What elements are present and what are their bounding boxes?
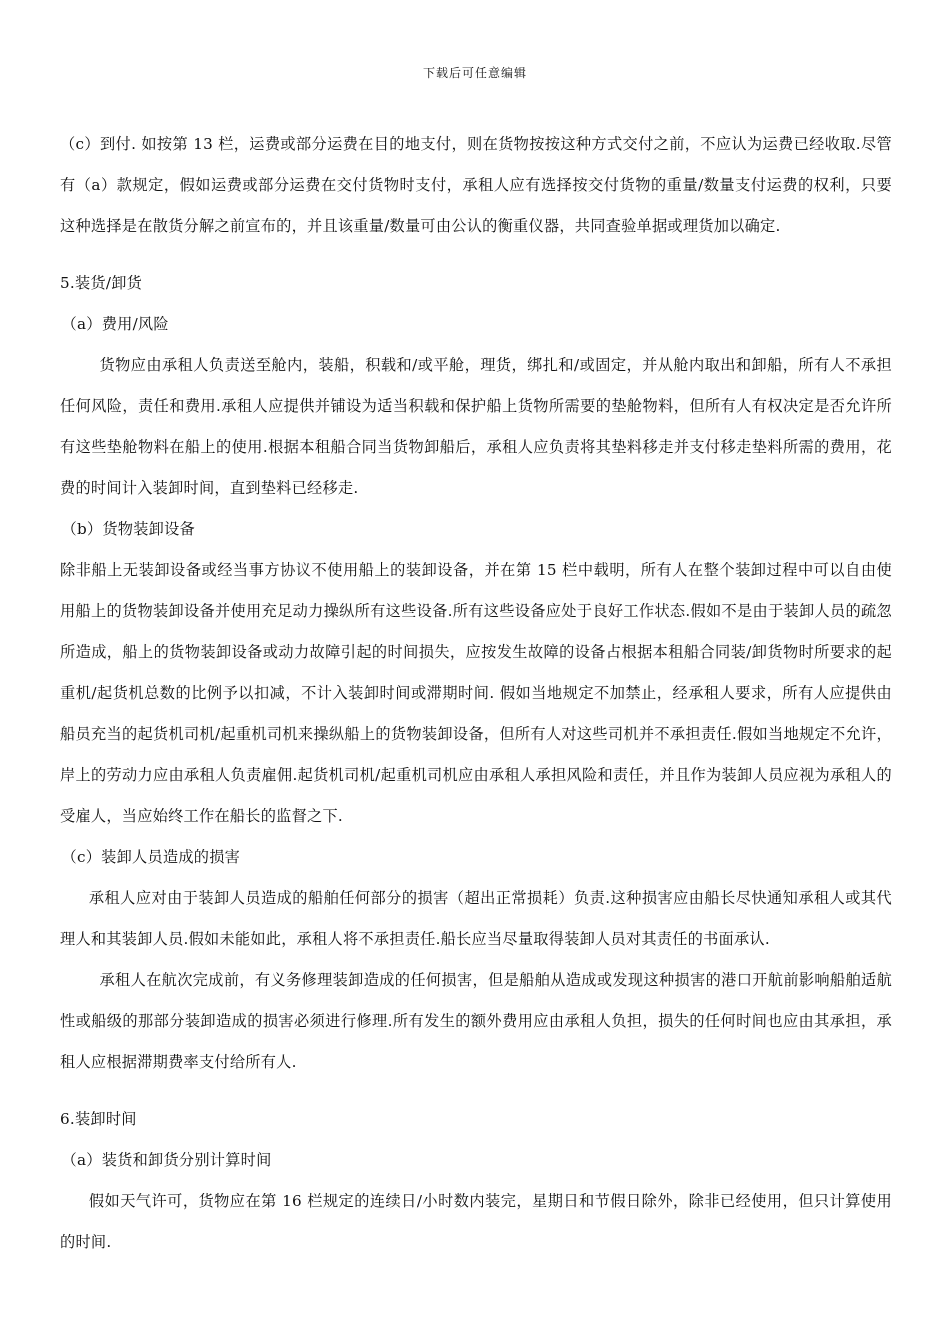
subsection-6a-heading: （a）装货和卸货分别计算时间 [61,1151,272,1169]
page-header-note: 下载后可任意编辑 [422,66,527,80]
document-body [60,124,892,1263]
subsection-6a-text: 假如天气许可，货物应在第 16 栏规定的连续日/小时数内装完，星期日和节假日除外，除非已经使用，但只计算使用的时间. [60,1192,892,1251]
subsection-5b-text: 除非船上无装卸设备或经当事方协议不使用船上的装卸设备，并在第 15 栏中载明，所有人在整个装卸过程中可以自由使用船上的货物装卸设备并使用充足动力操纵所有这些设备.所有这些设备应处于良好工作状态.假如不是由于装卸人员的疏忽所造成，船上的货物装卸设备或动力故障引起的时间损失，应按发生故障的设备占根据本租船合同装/卸货物时所要求的起重机/起货机总数的比例予以扣减，不计入装卸时间或滞期时间. 假如当地规定不加禁止，经承租人要求，所有人应提供由船员充当的起货机司机/起重机司机来操纵船上的货物装卸设备，但所有人对这些司机并不承担责任.假如当地规定不允许，岸上的劳动力应由承租人负责雇佣.起货机司机/起重机司机应由承租人承担风险和责任，并且作为装卸人员应视为承租人的受雇人，当应始终工作在船长的监督之下. [60,561,892,825]
subsection-5a-text: 货物应由承租人负责送至舱内，装船，积载和/或平舱，理货，绑扎和/或固定，并从舱内取出和卸船，所有人不承担任何风险，责任和费用.承租人应提供并铺设为适当积载和保护船上货物所需要的垫舱物料，但所有人有权决定是否允许所有这些垫舱物料在船上的使用.根据本租船合同当货物卸船后，承租人应负责将其垫料移走并支付移走垫料所需的费用，花费的时间计入装卸时间，直到垫料已经移走. [60,356,892,497]
section-5-heading: 5.装货/卸货 [60,274,143,292]
subsection-5b-heading: （b）货物装卸设备 [61,520,195,538]
subsection-5c-text-2: 承租人在航次完成前，有义务修理装卸造成的任何损害，但是船舶从造成或发现这种损害的港口开航前影响船舶适航性或船级的那部分装卸造成的损害必须进行修理.所有发生的额外费用应由承租人负担，损失的任何时间也应由其承担，承租人应根据滞期费率支付给所有人. [60,971,892,1071]
subsection-5c-heading: （c）装卸人员造成的损害 [61,848,241,866]
paragraph-c-payment-on-delivery: （c）到付. 如按第 13 栏，运费或部分运费在目的地支付，则在货物按按这种方式交付之前，不应认为运费已经收取.尽管有（a）款规定，假如运费或部分运费在交付货物时支付，承租人应有选择按交付货物的重量/数量支付运费的权利，只要这种选择是在散货分解之前宣布的，并且该重量/数量可由公认的衡重仪器，共同查验单据或理货加以确定. [60,135,892,235]
subsection-5c-text-1: 承租人应对由于装卸人员造成的船舶任何部分的损害（超出正常损耗）负责.这种损害应由船长尽快通知承租人或其代理人和其装卸人员.假如未能如此，承租人将不承担责任.船长应当尽量取得装卸人员对其责任的书面承认. [60,889,892,948]
subsection-5a-heading: （a）费用/风险 [61,315,169,333]
section-6-heading: 6.装卸时间 [60,1110,137,1128]
